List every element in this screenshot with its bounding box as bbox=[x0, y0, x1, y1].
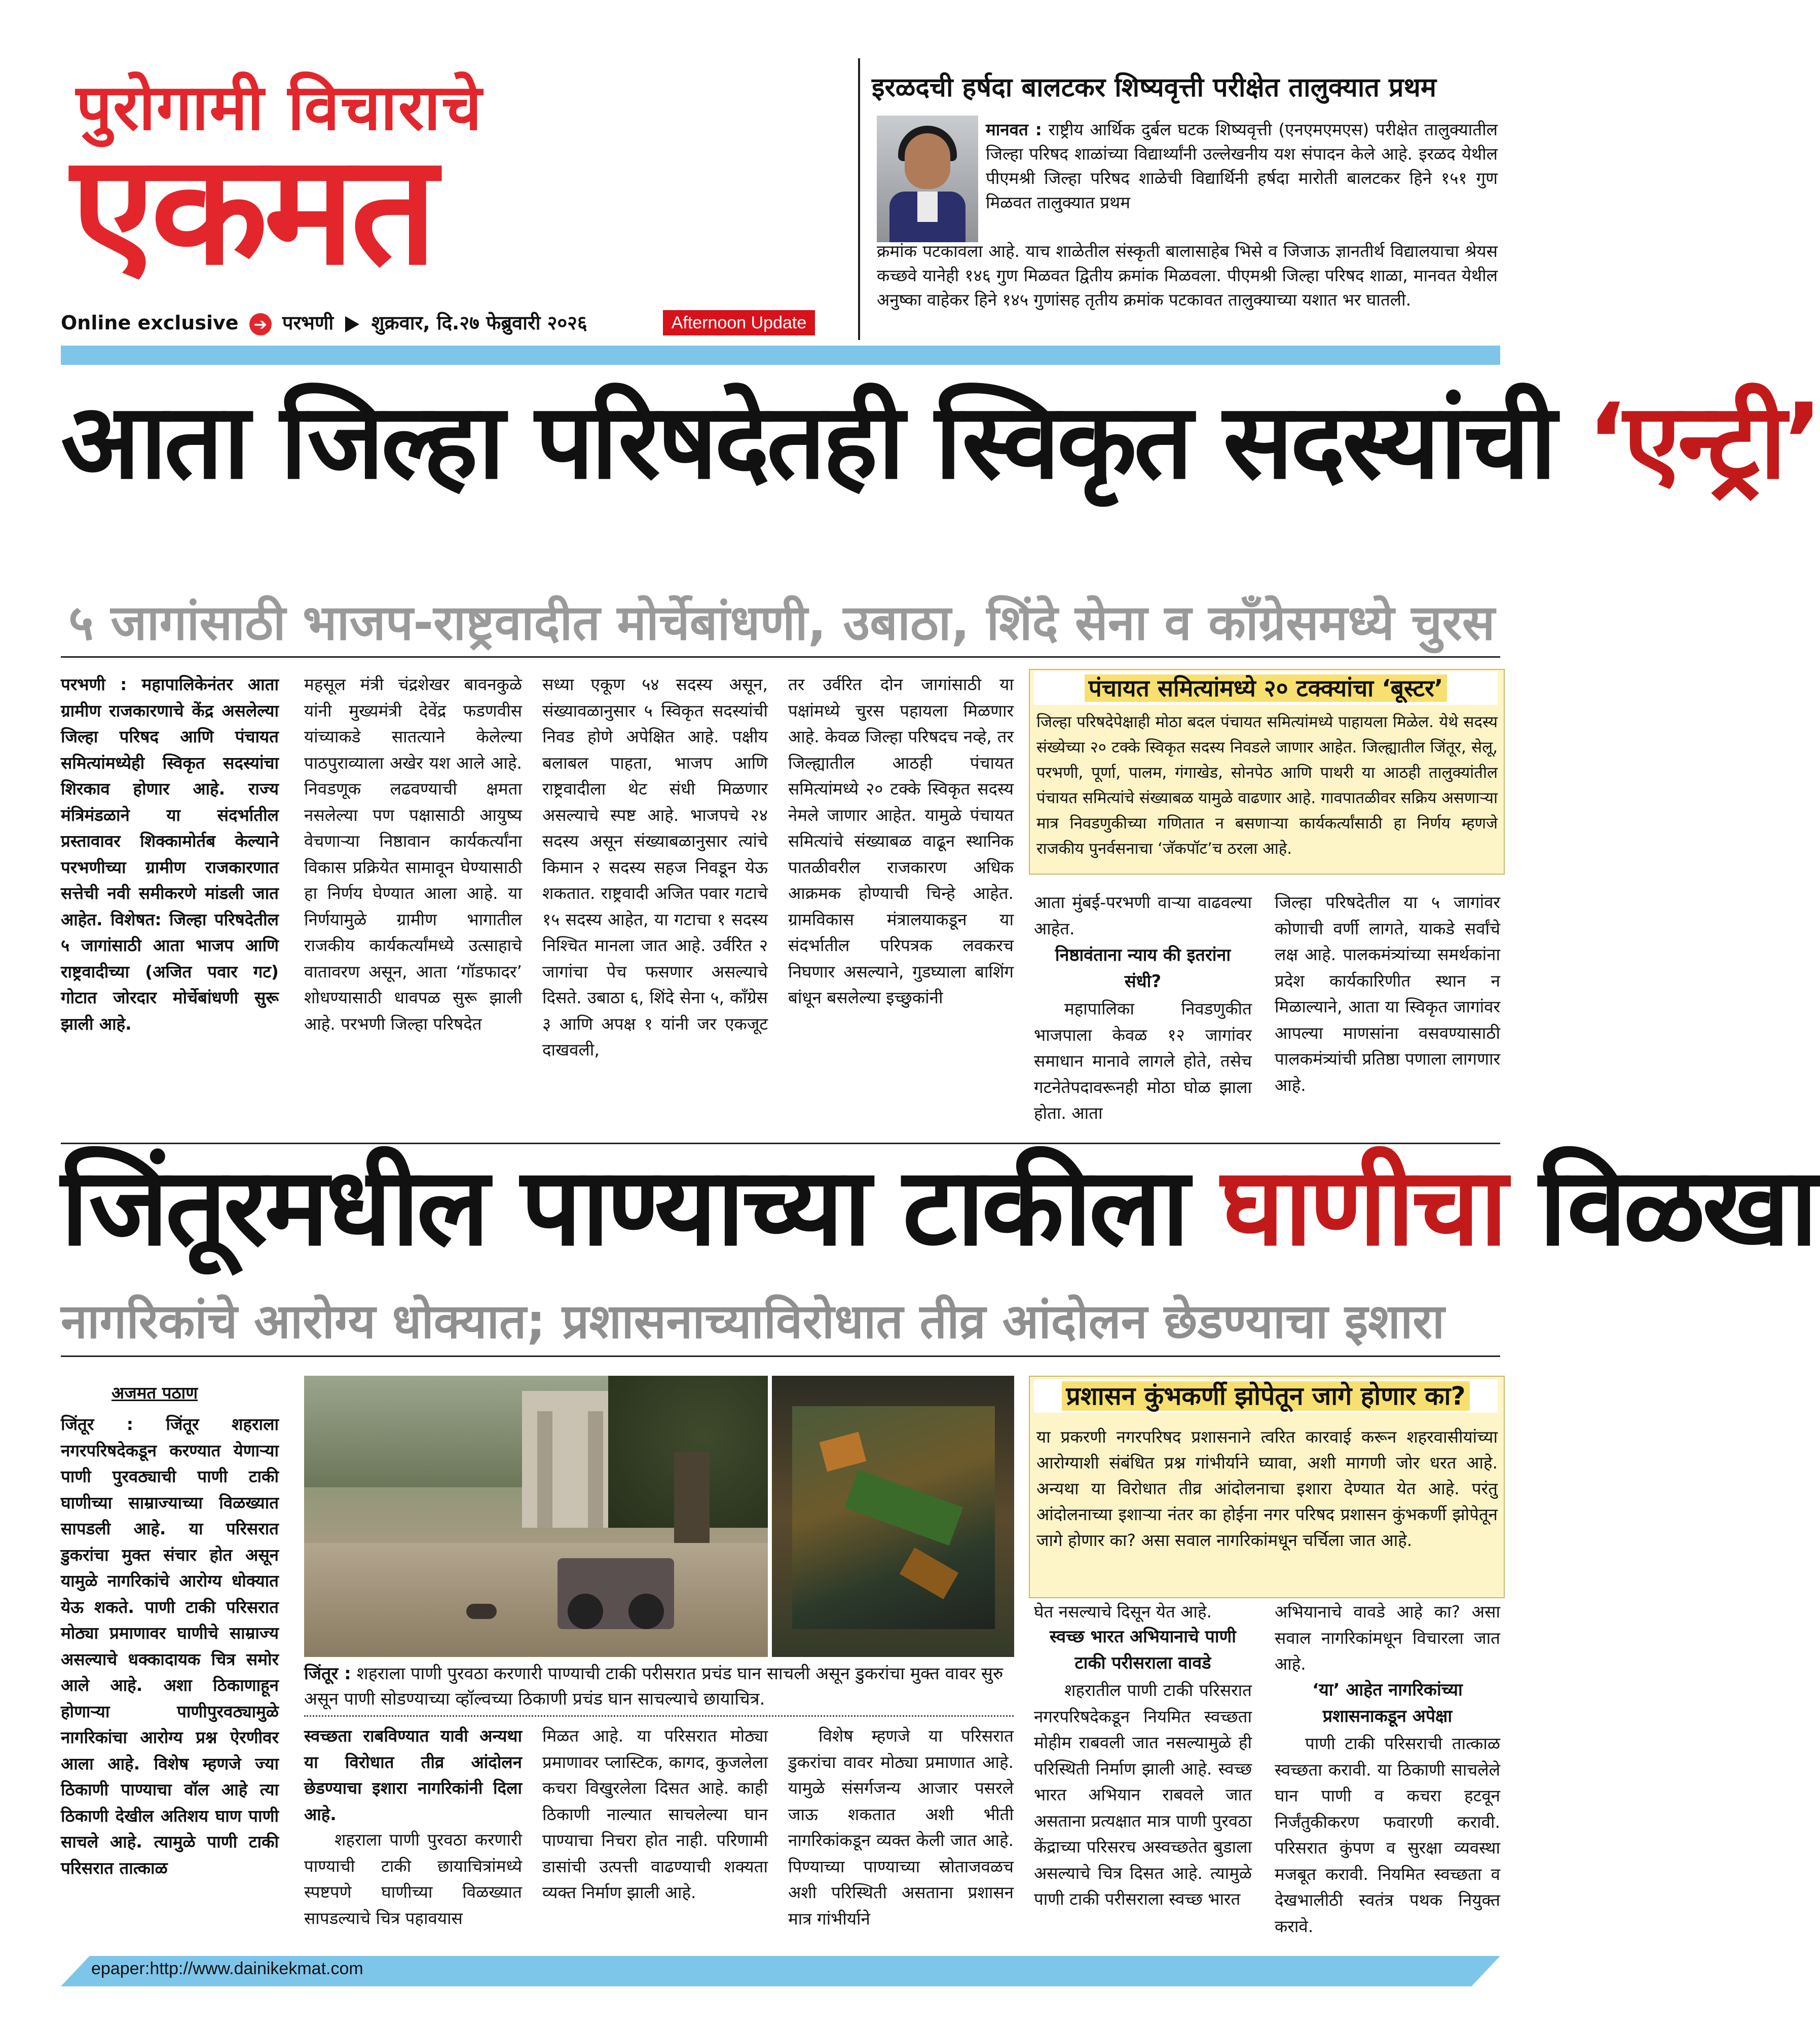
caption-text: शहराला पाणी पुरवठा करणारी पाण्याची टाकी परीसरात प्रचंड घान साचली असून डुकरांचा मुक्त वावर सुरु असून पाणी सोडण्याच्या व्हॉल्वच्या ठिकाणी प्रचंड घान साचल्याचे छायाचित्र. bbox=[304, 1664, 1004, 1709]
story2-subheadline: नागरिकांचे आरोग्य धोक्यात; प्रशासनाच्याविरोधात तीव्र आंदोलन छेडण्याचा इशारा bbox=[61, 1294, 1445, 1349]
water-tank-photo bbox=[304, 1376, 768, 1657]
story1-headline-accent: ‘एन्ट्री’ bbox=[1586, 382, 1820, 502]
top-story-headline: इरळदची हर्षदा बालटकर शिष्यवृत्ती परीक्षेत तालुक्यात प्रथम bbox=[872, 72, 1436, 103]
afternoon-update-badge: Afternoon Update bbox=[663, 310, 815, 335]
story2-column-6a: अभियानाचे वावडे आहे का? असा सवाल नागरिकांमधून विचारला जात आहे. bbox=[1275, 1602, 1500, 1674]
top-story-text-1 bbox=[986, 118, 1498, 215]
arrow-right-icon: ➔ bbox=[249, 313, 272, 335]
box-head-accent: ‘बूस्टर’ bbox=[1382, 674, 1443, 702]
kumbhakarni-text: या प्रकरणी नगरपरिषद प्रशासनाने त्वरित कारवाई करून शहरवासीयांच्या आरोग्याशी संबंधित प्रश्न गांभीर्याने घ्यावा, अशी मागणी जोर धरत आहे. अन्यथा या विरोधात तीव्र आंदोलनाचा इशारा देण्यात येत आहे. परंतु आंदोलनाच्या इशाऱ्या नंतर का होईना नगर परिषद प्रशासन कुंभकर्णी झोपेतून जागे होणार का? असा सवाल नागरिकांमधून चर्चिला जात आहे. bbox=[1036, 1427, 1498, 1550]
photo-caption bbox=[304, 1661, 1014, 1712]
header-divider-band bbox=[61, 346, 1500, 365]
top-story-text-2: क्रमांक पटकावला आहे. याच शाळेतील संस्कृती बालासाहेब भिसे व जिजाऊ ज्ञानतीर्थ विद्यालयाचा श्रेयस कच्छवे यानेही १४६ गुण मिळवत द्वितीय क्रमांक मिळवला. पीएमश्री जिल्हा परिषद शाळा, मानवत येथील अनुष्का वाहेकर हिने १४५ गुणांसह तृतीय क्रमांक पटकावत तालुक्याच्या यशात भर घातली. bbox=[877, 241, 1498, 310]
kumbhakarni-headline bbox=[1034, 1379, 1498, 1413]
story2-column-3: मिळत आहे. या परिसरात मोठ्या प्रमाणावर प्लास्टिक, कागद, कुजलेला कचरा विखुरलेला दिसत आहे. काही ठिकाणी नाल्यात साचलेल्या घान पाण्याचा निचरा होत नाही. परिणामी डासांची उत्पत्ती वाढण्याची शक्यता व्यक्त निर्माण झाली आहे. bbox=[542, 1726, 768, 1902]
story1-headline-main: आता जिल्हा परिषदेतही स्विकृत सदस्यांची bbox=[61, 382, 1587, 502]
masthead-tagline: पुरोगामी विचाराचे bbox=[76, 71, 483, 144]
story1-subhead: निष्ठावंताना न्याय की इतरांना संधी? bbox=[1055, 945, 1231, 992]
garbage-valve-photo bbox=[772, 1376, 1014, 1657]
top-story-body-1: राष्ट्रीय आर्थिक दुर्बल घटक शिष्यवृत्ती (एनएमएमएस) परीक्षेत तालुक्यातील जिल्हा परिषद शाळांच्या विद्यार्थ्यांनी उल्लेखनीय यश संपादन केले आहे. इरळद येथील पीएमश्री जिल्हा परिषद शाळेची विद्यार्थिनी हर्षदा मारोती बालटकर हिने १५१ गुण मिळवत तालुक्यात प्रथम bbox=[986, 120, 1498, 212]
panchayat-booster-headline bbox=[1034, 671, 1498, 705]
date-label: शुक्रवार, दि.२७ फेब्रुवारी २०२६ bbox=[371, 312, 587, 334]
story2-column-5b: शहरातील पाणी टाकी परिसरात नगरपरिषदेकडून नियमित स्वच्छता मोहीम राबवली जात नसल्यामुळे ही परिस्थिती निर्माण झाली आहे. स्वच्छ भारत अभियान राबवले जात असताना प्रत्यक्षात मात्र पाणी पुरवठा केंद्राच्या परिसरच अस्वच्छतेत बुडाला असल्याचे चित्र दिसत आहे. त्यामुळे पाणी टाकी परीसराला स्वच्छ भारत bbox=[1034, 1680, 1252, 1909]
story1-subheadline: ५ जागांसाठी भाजप-राष्ट्रवादीत मोर्चेबांधणी, उबाठा, शिंदे सेना व काँग्रेसमध्ये चुरस bbox=[68, 594, 1495, 651]
story2-headline-accent: घाणीचा bbox=[1220, 1144, 1505, 1269]
story2-column-5a: घेत नसल्याचे दिसून येत आहे. bbox=[1034, 1602, 1212, 1622]
story2-rule bbox=[61, 1355, 1500, 1357]
story2-subhead-2: ‘या’ आहेत नागरिकांच्या प्रशासनाकडून अपेक्षा bbox=[1312, 1680, 1463, 1726]
dateline bbox=[61, 309, 587, 335]
masthead-title: एकमत bbox=[71, 122, 433, 298]
caption-divider bbox=[304, 1715, 1014, 1717]
story2-column-6b: पाणी टाकी परिसराची तात्काळ स्वच्छता करावी. या ठिकाणी साचलेले घान पाणी व कचरा हटवून निर्जंतुकीकरण फवारणी करावी. परिसरात कुंपण व सुरक्षा व्यवस्था मजबूत करावी. नियमित स्वच्छता व देखभालीठी स्वतंत्र पथक नियुक्त करावे. bbox=[1275, 1733, 1500, 1936]
story2-column-2: शहराला पाणी पुरवठा करणारी पाण्याची टाकी छायाचित्रांमध्ये स्पष्टपणे घाणीच्या विळख्यात सापडल्याचे चित्र पहावयास bbox=[304, 1830, 522, 1928]
panchayat-booster-text: जिल्हा परिषदेपेक्षाही मोठा बदल पंचायत समित्यांमध्ये पाहायला मिळेल. येथे सदस्य संख्येच्या २० टक्के स्विकृत सदस्य निवडले जाणार आहेत. जिल्ह्यातील जिंतूर, सेलू, परभणी, पूर्णा, पालम, गंगाखेड, सोनपेठ आणि पाथरी या आठही तालुक्यांतील पंचायत समित्यांचे संख्याबळ यामुळे वाढणार आहे. गावपातळीवर सक्रिय असणाऱ्या मात्र निवडणुकीच्या गणितात न बसणाऱ्या कार्यकर्त्यांसाठी हा निर्णय म्हणजे राजकीय पुनर्वसनाचा ‘जॅकपॉट’च ठरला आहे. bbox=[1036, 713, 1498, 858]
kumbhakarni-headline-text: प्रशासन कुंभकर्णी झोपेतून जागे होणार का? bbox=[1062, 1381, 1469, 1411]
story2-headline-main: जिंतूरमधील पाण्याच्या टाकीला bbox=[61, 1144, 1221, 1269]
triangle-right-icon bbox=[345, 316, 359, 332]
story1-column-5a: आता मुंबई-परभणी वाऱ्या वाढवल्या आहेत. bbox=[1034, 892, 1252, 938]
story2-subhead-1: स्वच्छ भारत अभियानाचे पाणी टाकी परीसराला वावडे bbox=[1050, 1627, 1236, 1673]
caption-place: जिंतूर : bbox=[304, 1664, 351, 1684]
student-photo bbox=[877, 116, 978, 242]
story1-rule bbox=[61, 656, 1500, 658]
story1-column-1: परभणी : महापालिकेनंतर आता ग्रामीण राजकारणाचे केंद्र असलेल्या जिल्हा परिषद आणि पंचायत समित्यांमध्येही स्विकृत सदस्यांचा शिरकाव होणार आहे. राज्य मंत्रिमंडळाने या संदर्भातील प्रस्तावावर शिक्कामोर्तब केल्याने परभणीच्या ग्रामीण राजकारणात सत्तेची नवी समीकरणे मांडली जात आहेत. विशेषत: जिल्हा परिषदेतील ५ जागांसाठी आता भाजप आणि राष्ट्रवादीच्या (अजित पवार गट) गोटात जोरदार मोर्चेबांधणी सुरू झाली आहे. bbox=[61, 674, 279, 1034]
story2-byline: अजमत पठाण bbox=[112, 1383, 198, 1403]
story2-column-1: जिंतूर : जिंतूर शहराला नगरपरिषदेकडून करण्यात येणाऱ्या पाणी पुरवठ्याची पाणी टाकी घाणीच्या साम्राज्याच्या विळख्यात सापडली आहे. या परिसरात डुकरांचा मुक्त संचार होत असून यामुळे नागरिकांचे आरोग्य धोक्यात येऊ शकते. पाणी टाकी परिसरात मोठ्या प्रमाणावर घाणीचे साम्राज्य असल्याचे धक्कादायक चित्र समोर आले आहे. अशा ठिकाणाहून होणाऱ्या पाणीपुरवठ्यामुळे नागरिकांचा आरोग्य प्रश्न ऐरणीवर आला आहे. विशेष म्हणजे ज्या ठिकाणी पाण्याचा वॉल आहे त्या ठिकाणी देखील अतिशय घाण पाणी साचले आहे. त्यामुळे पाणी टाकी परिसरात तात्काळ bbox=[61, 1414, 279, 1878]
top-story-place: मानवत : bbox=[986, 120, 1042, 139]
story1-column-5b: महापालिका निवडणुकीत भाजपाला केवळ १२ जागांवर समाधान मानावे लागले होते, तसेच गटनेतेपदावरूनही मोठा घोळ झाला होता. आता bbox=[1034, 999, 1252, 1123]
story1-column-4: तर उर्वरित दोन जागांसाठी या पक्षांमध्ये चुरस पहायला मिळणार आहे. केवळ जिल्हा परिषदच नव्हे, तर जिल्ह्यातील आठही पंचायत समित्यांमध्ये २० टक्के स्विकृत सदस्य नेमले जाणार आहेत. यामुळे पंचायत समित्यांचे संख्याबळ वाढून स्थानिक पातळीवरील राजकारण अधिक आक्रमक होण्याची चिन्हे आहेत. ग्रामविकास मंत्रालयाकडून या संदर्भातील परिपत्रक लवकरच निघणार असल्याने, गुडघ्याला बाशिंग बांधून बसलेल्या इच्छुकांनी bbox=[788, 674, 1014, 1007]
story1-column-6: जिल्हा परिषदेतील या ५ जागांवर कोणाची वर्णी लागते, याकडे सर्वांचे लक्ष आहे. पालकमंत्र्यांच्या समर्थकांना प्रदेश कार्यकारिणीत स्थान न मिळाल्याने, आता या स्विकृत जागांवर आपल्या माणसांना वसवण्यासाठी पालकमंत्र्यांची प्रतिष्ठा पणाला लागणार आहे. bbox=[1275, 892, 1500, 1095]
epaper-link[interactable]: epaper:http://www.dainikekmat.com bbox=[91, 1959, 363, 1978]
story2-column-4: विशेष म्हणजे या परिसरात डुकरांचा वावर मोठ्या प्रमाणात आहे. यामुळे संसर्गजन्य आजार पसरले जाऊ शकतात अशी भीती नागरिकांकडून व्यक्त केली जात आहे. पिण्याच्या पाण्याच्या स्रोताजवळच अशी परिस्थिती असताना प्रशासन मात्र गांभीर्याने bbox=[788, 1726, 1014, 1929]
story1-column-2: महसूल मंत्री चंद्रशेखर बावनकुळे यांनी मुख्यमंत्री देवेंद्र फडणवीस यांच्याकडे सातत्याने केलेल्या पाठपुराव्याला अखेर यश आले आहे. निवडणूक लढवण्याची क्षमता नसलेल्या पण पक्षासाठी आयुष्य वेचणाऱ्या निष्ठावान कार्यकर्त्यांना विकास प्रक्रियेत सामावून घेण्यासाठी हा निर्णय घेण्यात आला आहे. या निर्णयामुळे ग्रामीण भागातील राजकीय कार्यकर्त्यांमध्ये उत्साहाचे वातावरण असून, आता ‘गॉडफादर’ शोधण्यासाठी धावपळ सुरू झाली आहे. परभणी जिल्हा परिषदेत bbox=[304, 674, 522, 1034]
city-label: परभणी bbox=[282, 312, 334, 334]
story2-column-2-bold: स्वच्छता राबविण्यात यावी अन्यथा या विरोधात तीव्र आंदोलन छेडण्याचा इशारा नागरिकांनी दिला आहे. bbox=[304, 1726, 522, 1824]
story1-column-3: सध्या एकूण ५४ सदस्य असून, संख्यावळानुसार ५ स्विकृत सदस्यांची निवड होणे अपेक्षित आहे. पक्षीय बलाबल पाहता, भाजप आणि राष्ट्रवादीला थेट संधी मिळणार असल्याचे स्पष्ट आहे. भाजपचे २४ सदस्य असून संख्याबळानुसार त्यांचे किमान २ सदस्य सहज निवडून येऊ शकतात. राष्ट्रवादी अजित पवार गटाचे १५ सदस्य आहेत, या गटाचा १ सदस्य निश्चित मानला जात आहे. उर्वरित २ जागांचा पेच फसणार असल्याचे दिसते. उबाठा ६, शिंदे सेना ५, काँग्रेस ३ आणि अपक्ष १ यांनी जर एकजूट दाखवली, bbox=[542, 674, 768, 1060]
story1-headline bbox=[61, 382, 1820, 502]
story2-headline-end: विळखा bbox=[1504, 1144, 1815, 1269]
online-label: Online exclusive bbox=[61, 312, 239, 334]
story2-headline bbox=[61, 1144, 1815, 1269]
box-head-main: पंचायत समित्यांमध्ये २० टक्क्यांचा bbox=[1088, 674, 1382, 702]
